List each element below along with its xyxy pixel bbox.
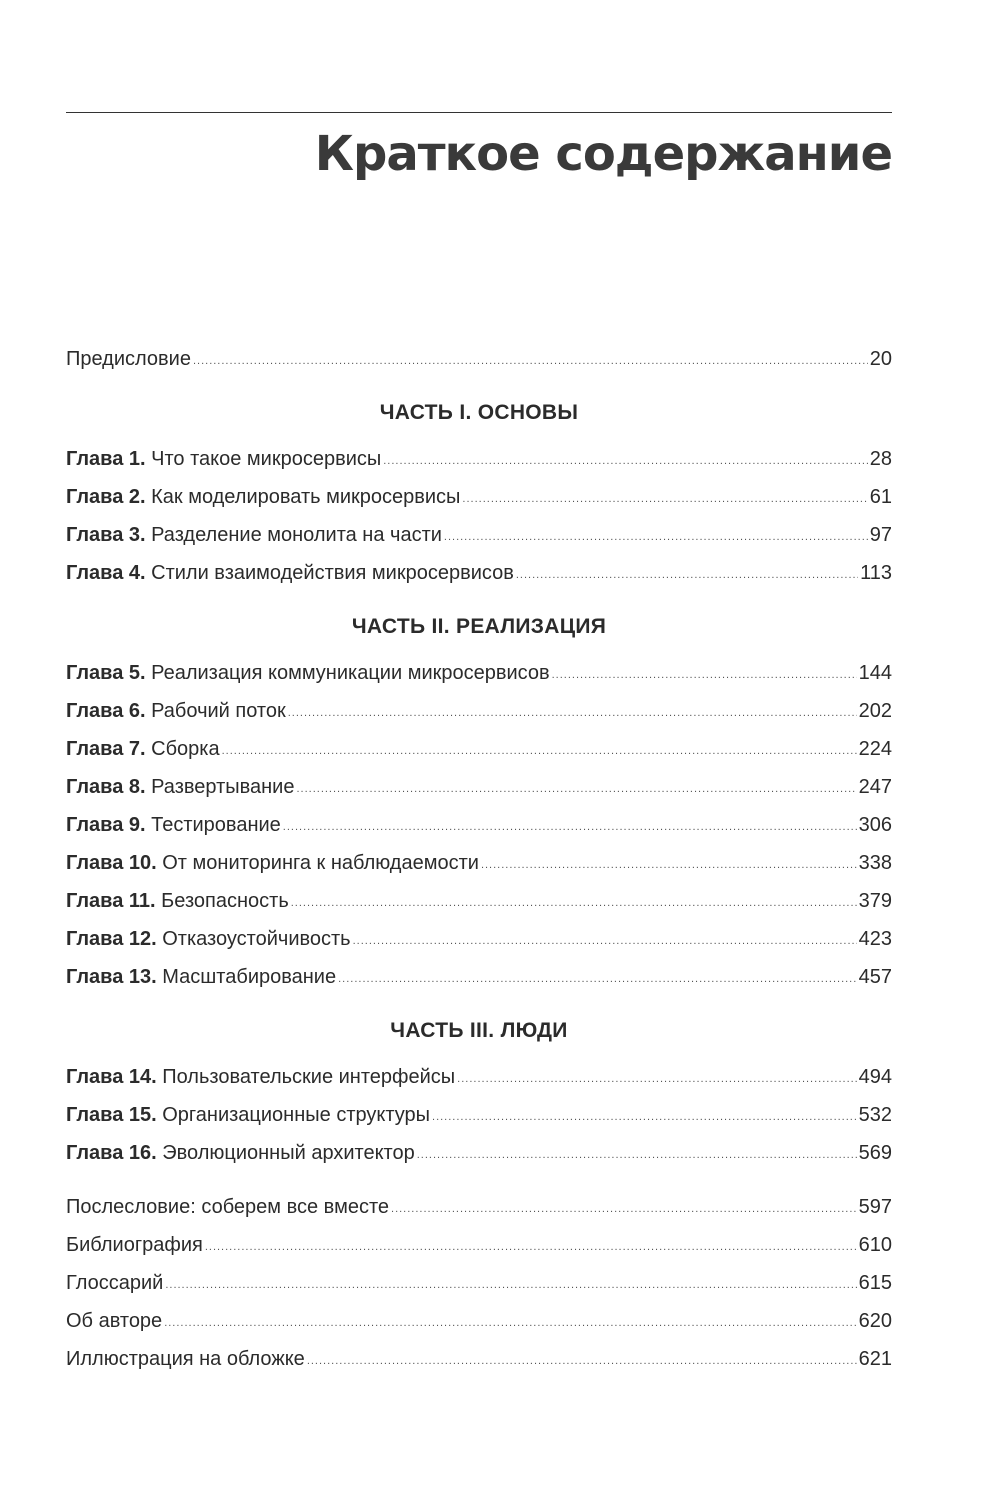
toc-entry-chapter[interactable] [66, 554, 892, 592]
dot-leader [481, 846, 857, 884]
part-heading: ЧАСТЬ II. РЕАЛИЗАЦИЯ [351, 615, 607, 638]
dot-leader [383, 442, 868, 480]
chapter-title: Отказоустойчивость [162, 928, 351, 950]
dot-leader [164, 1304, 856, 1342]
entry-page-number: 247 [858, 776, 892, 798]
entry-page-number: 610 [858, 1234, 892, 1256]
entry-label: Послесловие: соберем все вместе [66, 1196, 390, 1218]
dot-leader [283, 808, 857, 846]
dot-leader [338, 960, 857, 998]
chapter-number: Глава 3. [66, 524, 146, 546]
chapter-number: Глава 7. [66, 738, 146, 760]
chapter-number: Глава 14. [66, 1066, 157, 1088]
chapter-title: От мониторинга к наблюдаемости [162, 852, 479, 874]
chapter-title: Стили взаимодействия микросервисов [151, 562, 514, 584]
toc-entry-chapter[interactable] [66, 1096, 892, 1134]
dot-leader [222, 732, 857, 770]
toc-entry-preface[interactable] [66, 340, 892, 378]
entry-page-number: 621 [858, 1348, 892, 1370]
chapter-number: Глава 1. [66, 448, 146, 470]
dot-leader [417, 1136, 857, 1174]
dot-leader [353, 922, 857, 960]
chapter-number: Глава 6. [66, 700, 146, 722]
dot-leader [307, 1342, 857, 1380]
chapter-number: Глава 5. [66, 662, 146, 684]
chapter-title: Безопасность [161, 890, 289, 912]
entry-page-number: 457 [858, 966, 892, 988]
chapter-number: Глава 12. [66, 928, 157, 950]
dot-leader [391, 1190, 857, 1228]
chapter-number: Глава 13. [66, 966, 157, 988]
chapter-title: Реализация коммуникации микросервисов [151, 662, 550, 684]
table-of-contents [66, 340, 892, 1378]
entry-page-number: 97 [869, 524, 892, 546]
chapter-title: Пользовательские интерфейсы [162, 1066, 456, 1088]
toc-entry-back-matter[interactable] [66, 1264, 892, 1302]
chapter-number: Глава 11. [66, 890, 156, 912]
dot-leader [444, 518, 868, 556]
toc-entry-chapter[interactable] [66, 692, 892, 730]
chapter-number: Глава 15. [66, 1104, 157, 1126]
entry-page-number: 532 [858, 1104, 892, 1126]
toc-entry-chapter[interactable] [66, 920, 892, 958]
dot-leader [516, 556, 858, 594]
entry-page-number: 28 [869, 448, 892, 470]
entry-page-number: 494 [858, 1066, 892, 1088]
entry-page-number: 202 [858, 700, 892, 722]
chapter-title: Разделение монолита на части [151, 524, 442, 546]
dot-leader [432, 1098, 857, 1136]
toc-entry-chapter[interactable] [66, 478, 892, 516]
entry-page-number: 615 [858, 1272, 892, 1294]
entry-page-number: 306 [858, 814, 892, 836]
chapter-number: Глава 10. [66, 852, 157, 874]
chapter-title: Сборка [151, 738, 220, 760]
toc-entry-chapter[interactable] [66, 654, 892, 692]
toc-entry-chapter[interactable] [66, 440, 892, 478]
chapter-title: Эволюционный архитектор [162, 1142, 415, 1164]
page-title: Краткое содержание [314, 126, 892, 182]
toc-entry-chapter[interactable] [66, 516, 892, 554]
toc-entry-chapter[interactable] [66, 806, 892, 844]
chapter-number: Глава 9. [66, 814, 146, 836]
entry-page-number: 379 [858, 890, 892, 912]
part-heading: ЧАСТЬ I. ОСНОВЫ [379, 401, 579, 424]
entry-label: Об авторе [66, 1310, 163, 1332]
dot-leader [462, 480, 867, 518]
entry-label: Предисловие [66, 348, 191, 370]
chapter-title: Как моделировать микросервисы [151, 486, 461, 508]
entry-page-number: 61 [869, 486, 892, 508]
toc-entry-back-matter[interactable] [66, 1302, 892, 1340]
chapter-number: Глава 16. [66, 1142, 157, 1164]
toc-entry-chapter[interactable] [66, 882, 892, 920]
entry-page-number: 224 [858, 738, 892, 760]
dot-leader [552, 656, 857, 694]
entry-page-number: 569 [858, 1142, 892, 1164]
entry-label: Иллюстрация на обложке [66, 1348, 305, 1370]
toc-entry-chapter[interactable] [66, 730, 892, 768]
entry-page-number: 20 [869, 348, 892, 370]
toc-entry-chapter[interactable] [66, 768, 892, 806]
entry-page-number: 620 [858, 1310, 892, 1332]
toc-entry-chapter[interactable] [66, 958, 892, 996]
entry-page-number: 144 [858, 662, 892, 684]
entry-page-number: 113 [860, 562, 892, 584]
entry-label: Глоссарий [66, 1272, 164, 1294]
toc-entry-back-matter[interactable] [66, 1340, 892, 1378]
top-rule [66, 112, 892, 113]
toc-entry-chapter[interactable] [66, 1058, 892, 1096]
toc-entry-chapter[interactable] [66, 844, 892, 882]
part-heading: ЧАСТЬ III. ЛЮДИ [390, 1019, 568, 1042]
dot-leader [205, 1228, 857, 1266]
section-gap [66, 1172, 892, 1188]
chapter-number: Глава 4. [66, 562, 146, 584]
chapter-number: Глава 2. [66, 486, 146, 508]
chapter-title: Рабочий поток [151, 700, 286, 722]
dot-leader [288, 694, 857, 732]
chapter-title: Масштабирование [162, 966, 337, 988]
dot-leader [457, 1060, 856, 1098]
dot-leader [165, 1266, 856, 1304]
dot-leader [296, 770, 856, 808]
entry-page-number: 338 [858, 852, 892, 874]
dot-leader [193, 342, 868, 380]
entry-label: Библиография [66, 1234, 203, 1256]
entry-page-number: 597 [858, 1196, 892, 1218]
chapter-title: Развертывание [151, 776, 295, 798]
chapter-title: Тестирование [151, 814, 281, 836]
chapter-number: Глава 8. [66, 776, 146, 798]
chapter-title: Организационные структуры [162, 1104, 431, 1126]
chapter-title: Что такое микросервисы [151, 448, 382, 470]
dot-leader [291, 884, 857, 922]
toc-entry-back-matter[interactable] [66, 1188, 892, 1226]
toc-entry-back-matter[interactable] [66, 1226, 892, 1264]
entry-page-number: 423 [858, 928, 892, 950]
toc-entry-chapter[interactable] [66, 1134, 892, 1172]
